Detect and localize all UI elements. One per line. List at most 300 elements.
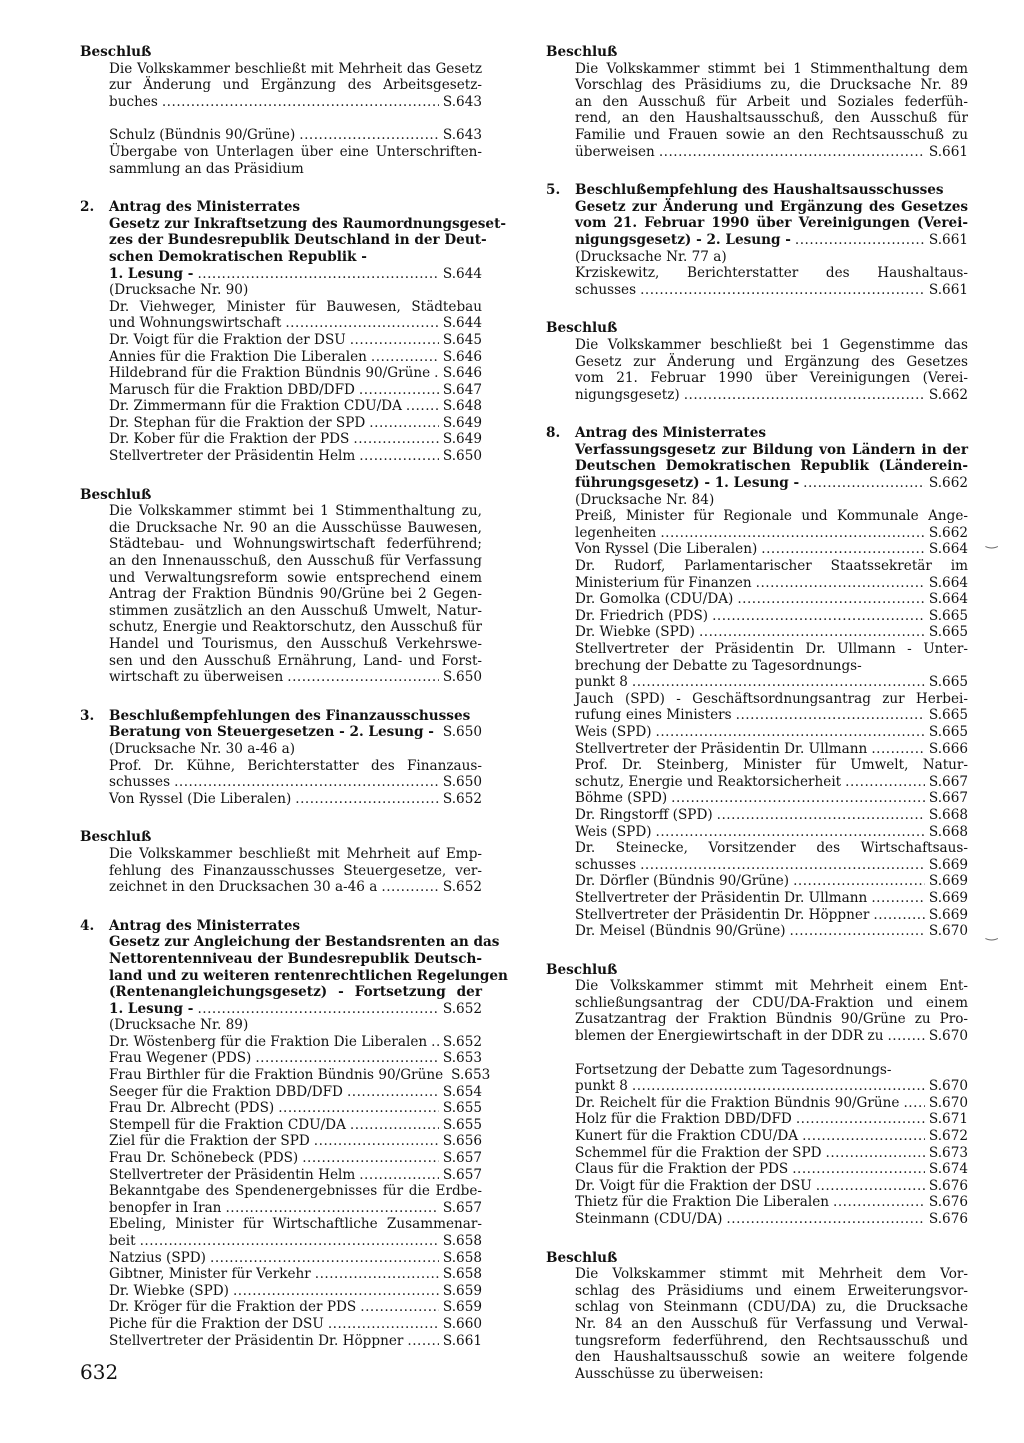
- dot-leader: [407, 1333, 439, 1350]
- speaker-name: und Wohnungswirtschaft: [109, 315, 282, 332]
- toc-entry: [109, 315, 482, 332]
- speaker-name: Schemmel für die Fraktion der SPD: [575, 1144, 822, 1161]
- speaker-name: Natzius (SPD): [109, 1249, 206, 1266]
- entry-page: S.655: [442, 1116, 482, 1133]
- dot-leader: [795, 232, 925, 249]
- entry-page: S.655: [442, 1100, 482, 1117]
- speaker-list: [575, 1078, 968, 1227]
- dot-leader: [845, 774, 925, 791]
- dot-leader: [756, 575, 925, 592]
- toc-entry: [109, 1001, 482, 1018]
- dot-leader: [871, 741, 925, 758]
- entry-page: S.643: [442, 127, 482, 144]
- text-line: Bekanntgabe des Spendenergebnisses für die Erdbe-: [109, 1183, 482, 1200]
- beschluss-section: [80, 829, 482, 895]
- toc-entry: [575, 591, 968, 608]
- dot-leader: [197, 1001, 438, 1018]
- text-line: schutz, Energie und Reaktorschutz, den Ausschuß für: [109, 619, 482, 636]
- text-line: Prof. Dr. Kühne, Berichterstatter des Finanzaus-: [109, 757, 482, 774]
- item-title: zes der Bundesrepublik Deutschland in der Deut-: [109, 232, 487, 249]
- dot-leader: [406, 398, 439, 415]
- text-line: Städtebau- und Wohnungswirtschaft federführend;: [109, 536, 482, 553]
- toc-entry: [575, 1095, 968, 1112]
- toc-entry: [575, 1211, 968, 1228]
- toc-entry: [109, 879, 482, 896]
- page-number: 632: [80, 1360, 119, 1384]
- entry-page: S.649: [442, 431, 482, 448]
- speaker-name: Piche für die Fraktion der DSU: [109, 1315, 324, 1332]
- agenda-item: [546, 182, 968, 298]
- speaker-name: Dr. Voigt für die Fraktion der DSU: [109, 331, 346, 348]
- text-line: fehlung des Finanzausschusses Steuergesetze, ver-: [109, 862, 482, 879]
- beschluss-text: [575, 337, 968, 387]
- speaker-name: Seeger für die Fraktion DBD/DFD: [109, 1083, 343, 1100]
- entry-page: S.644: [442, 315, 482, 332]
- dot-leader: [225, 1200, 438, 1217]
- dot-leader: [278, 1100, 439, 1117]
- dot-leader: [717, 807, 925, 824]
- speaker-name: Stellvertreter der Präsidentin Dr. Höppner: [575, 906, 870, 923]
- text-line: Ebeling, Minister für Wirtschaftliche Zusammenar-: [109, 1216, 482, 1233]
- beschluss-heading: Beschluß: [80, 486, 152, 503]
- dot-leader: [371, 349, 439, 366]
- text-line: Antrag der Fraktion Bündnis 90/Grüne bei 2 Gegen-: [109, 586, 482, 603]
- item-title: Gesetz zur Änderung und Ergänzung des Gesetzes: [575, 198, 968, 215]
- dot-leader: [285, 315, 439, 332]
- entry-page: S.670: [928, 1094, 968, 1111]
- drucksache: (Drucksache Nr. 90): [109, 282, 249, 299]
- text-line: Dr. Rudorf, Parlamentarischer Staatssekretär im: [575, 558, 968, 575]
- item-number: 4.: [80, 917, 95, 934]
- text-line: sammlung an das Präsidium: [109, 160, 304, 177]
- text-line: schlag von Steinmann (CDU/DA) zu, die Drucksache: [575, 1299, 968, 1316]
- text-line: sen und den Ausschuß Ernährung, Land- und Forst-: [109, 652, 482, 669]
- text-line: Dr. Steinecke, Vorsitzender des Wirtschaftsaus-: [575, 840, 968, 857]
- entry-page: S.658: [442, 1233, 482, 1249]
- beschluss-section: [546, 44, 968, 160]
- toc-entry: [109, 448, 482, 465]
- entry-page: S.664: [928, 591, 968, 608]
- dot-leader: [233, 1283, 439, 1300]
- text-line: Die Volkskammer stimmt bei 1 Stimmenthaltung dem: [575, 60, 968, 77]
- item-title: Verfassungsgesetz zur Bildung von Ländern in der: [575, 441, 968, 458]
- dot-leader: [350, 332, 439, 349]
- entry-page: S.657: [442, 1150, 482, 1167]
- speaker-name: Dr. Meisel (Bündnis 90/Grüne): [575, 923, 786, 940]
- speaker-name: Frau Dr. Albrecht (PDS): [109, 1100, 275, 1117]
- drucksache: (Drucksache Nr. 30 a-46 a): [109, 740, 296, 757]
- entry-page: S.676: [928, 1177, 968, 1194]
- speaker-list: [109, 1233, 482, 1349]
- text-line: schlag des Präsidiums und einem Erweiterungsvor-: [575, 1282, 968, 1299]
- item-number: 3.: [80, 707, 95, 724]
- entry-page: S.665: [928, 624, 968, 641]
- speaker-name: Dr. Zimmermann für die Fraktion CDU/DA: [109, 398, 402, 415]
- dot-leader: [174, 774, 439, 791]
- toc-entry: [575, 1161, 968, 1178]
- entry-page: S.648: [442, 398, 482, 415]
- speaker-name: Frau Dr. Schönebeck (PDS): [109, 1150, 299, 1167]
- entry-page: S.668: [928, 823, 968, 840]
- toc-entry: [575, 873, 968, 890]
- entry-page: S.657: [442, 1166, 482, 1183]
- beschluss-text: [575, 61, 968, 144]
- toc-entry: [109, 365, 482, 382]
- beschluss-text: [109, 846, 482, 879]
- entry-page: S.646: [442, 348, 482, 365]
- speaker-name: Stellvertreter der Präsidentin Dr. Höppner: [109, 1332, 404, 1349]
- speaker-name: Dr. Voigt für die Fraktion der DSU: [575, 1177, 812, 1194]
- speaker-name: Marusch für die Fraktion DBD/DFD: [109, 381, 355, 398]
- item-title: Beschlußempfehlung des Haushaltsausschusses: [575, 182, 944, 199]
- toc-entry: [575, 923, 968, 940]
- speaker-list: [575, 674, 968, 691]
- entry-page: S.673: [928, 1144, 968, 1161]
- item-title: schen Demokratischen Republik -: [109, 248, 367, 265]
- entry-page: S.665: [928, 707, 968, 724]
- entry-page: S.656: [442, 1133, 482, 1150]
- toc-entry: [109, 431, 482, 448]
- speaker-name: Ziel für die Fraktion der SPD: [109, 1133, 310, 1150]
- toc-entry: [109, 127, 482, 144]
- speaker-name: Holz für die Fraktion DBD/DFD: [575, 1111, 792, 1128]
- item-number: 8.: [546, 425, 561, 442]
- toc-entry: [109, 1150, 482, 1167]
- speaker-list: [575, 525, 968, 558]
- speaker-name: Böhme (SPD): [575, 790, 668, 807]
- dot-leader: [873, 907, 925, 924]
- entry-page: S.659: [442, 1282, 482, 1299]
- toc-entry: [575, 790, 968, 807]
- speaker-name: beit: [109, 1233, 136, 1249]
- toc-entry: [575, 674, 968, 691]
- text-line: an den Innenausschuß, den Ausschuß für Verfassung: [109, 553, 482, 570]
- entry-page: S.647: [442, 381, 482, 398]
- speaker-name: Dr. Reichelt für die Fraktion Bündnis 90/Grüne: [575, 1094, 900, 1111]
- speaker-name: Weis (SPD): [575, 723, 652, 740]
- toc-entry: [575, 387, 968, 404]
- entry-text: überweisen: [575, 143, 655, 160]
- text-line: Handel und Tourismus, den Ausschuß Verkehrswe-: [109, 636, 482, 652]
- toc-entry: [109, 398, 482, 415]
- toc-entry: [575, 807, 968, 824]
- toc-entry: [109, 349, 482, 366]
- beschluss-text: [109, 503, 482, 669]
- entry-page: S.660: [442, 1315, 482, 1332]
- entry-text: blemen der Energiewirtschaft in der DDR zu: [575, 1028, 884, 1045]
- entry-page: S.670: [928, 923, 968, 940]
- item-title: Nettorentenniveau der Bundesrepublik Deutsch-: [109, 950, 482, 967]
- dot-leader: [360, 1299, 439, 1316]
- text-line: Die Volkskammer beschließt mit Mehrheit das Gesetz: [109, 60, 482, 77]
- toc-entry: [109, 1167, 482, 1184]
- speaker-name: Von Ryssel (Die Liberalen): [109, 790, 292, 807]
- entry-text: zeichnet in den Drucksachen 30 a-46 a: [109, 879, 378, 896]
- beschluss-text: [575, 1266, 968, 1382]
- item-title: vom 21. Februar 1990 über Vereinigungen (Verei-: [575, 215, 968, 232]
- speaker-list: [575, 575, 968, 641]
- beschluss-heading: Beschluß: [546, 1249, 618, 1266]
- agenda-item: [80, 199, 506, 465]
- dot-leader: [871, 890, 925, 907]
- dot-leader: [434, 365, 439, 382]
- entry-page: S.671: [928, 1111, 968, 1128]
- text-line: Die Volkskammer stimmt mit Mehrheit dem Vor-: [575, 1266, 968, 1283]
- entry-page: S.668: [928, 806, 968, 823]
- toc-entry: [109, 1133, 482, 1150]
- entry-page: S.661: [928, 143, 968, 160]
- beschluss-section: [80, 487, 482, 686]
- entry-page: S.664: [928, 541, 968, 558]
- toc-entry: [575, 1111, 968, 1128]
- entry-page: S.665: [928, 674, 968, 691]
- dot-leader: [438, 724, 439, 741]
- text-line: zur Änderung und Ergänzung des Arbeitsgesetz-: [109, 77, 482, 94]
- toc-entry: [575, 1128, 968, 1145]
- dot-leader: [347, 1084, 439, 1101]
- dot-leader: [359, 448, 439, 465]
- toc-entry: [575, 475, 968, 492]
- speaker-name: legenheiten: [575, 524, 657, 541]
- entry-page: S.661: [928, 231, 968, 248]
- toc-entry: [575, 741, 968, 758]
- drucksache: (Drucksache Nr. 77 a): [575, 248, 727, 265]
- toc-entry: [109, 1316, 482, 1333]
- toc-entry: [109, 1266, 482, 1283]
- text-line: Preiß, Minister für Regionale und Kommunale Ange-: [575, 508, 968, 525]
- text-line: schließungsantrag der CDU/DA-Fraktion und einem: [575, 994, 968, 1011]
- agenda-item: [546, 425, 968, 939]
- speaker-list: [575, 774, 968, 840]
- text-line: Die Volkskammer stimmt mit Mehrheit einem Ent-: [575, 978, 968, 995]
- toc-entry: [575, 282, 968, 299]
- beschluss-heading: Beschluß: [546, 320, 618, 337]
- dot-leader: [793, 873, 925, 890]
- entry-page: S.652: [442, 879, 482, 896]
- entry-page: S.662: [928, 524, 968, 541]
- text-line: und Verwaltungsreform sowie entsprechend einem: [109, 569, 482, 586]
- speaker-name: Dr. Ringstorff (SPD): [575, 806, 713, 823]
- text-line: Die Volkskammer beschließt mit Mehrheit auf Emp-: [109, 845, 482, 862]
- speaker-list: [575, 282, 968, 299]
- beschluss-text: [575, 978, 968, 1028]
- entry-page: S.667: [928, 790, 968, 807]
- margin-mark: ‿: [986, 533, 998, 549]
- entry-text: Beratung von Steuergesetzen - 2. Lesung -: [109, 724, 434, 741]
- entry-text: nigungsgesetz) - 2. Lesung -: [575, 231, 791, 248]
- toc-entry: [575, 1078, 968, 1095]
- speaker-name: Hildebrand für die Fraktion Bündnis 90/Grüne: [109, 365, 431, 382]
- entry-page: S.654: [442, 1083, 482, 1100]
- entry-page: S.661: [442, 1332, 482, 1349]
- entry-page: S.653: [442, 1050, 482, 1067]
- dot-leader: [816, 1178, 925, 1195]
- beschluss-body: [109, 61, 482, 178]
- toc-entry: [109, 1050, 482, 1067]
- text-line: Zusatzantrag der Fraktion Bündnis 90/Grüne zu Pro-: [575, 1011, 968, 1028]
- speaker-name: Stempell für die Fraktion CDU/DA: [109, 1116, 346, 1133]
- item-title: Antrag des Ministerrates: [575, 425, 767, 442]
- text-line: Nr. 84 an den Ausschuß für Verfassung und Verwal-: [575, 1315, 968, 1332]
- toc-entry: [109, 1333, 482, 1350]
- text-line: tungsreform federführend, den Rechtsausschuß und: [575, 1332, 968, 1349]
- text-line: rend, an den Haushaltsausschuß, den Ausschuß für: [575, 110, 968, 127]
- dot-leader: [656, 824, 925, 841]
- entry-text: führungsgesetz) - 1. Lesung -: [575, 475, 800, 492]
- entry-page: S.669: [928, 873, 968, 890]
- speaker-list: [109, 315, 482, 464]
- beschluss-heading: Beschluß: [546, 44, 618, 60]
- toc-entry: [575, 1178, 968, 1195]
- entry-page: S.652: [442, 1000, 482, 1017]
- dot-leader: [328, 1316, 439, 1333]
- entry-page: S.650: [442, 669, 482, 686]
- entry-page: S.652: [442, 790, 482, 807]
- text-line: brechung der Debatte zu Tagesordnungs-: [575, 657, 862, 674]
- speaker-name: Dr. Dörfler (Bündnis 90/Grüne): [575, 873, 790, 890]
- dot-leader: [350, 1117, 439, 1134]
- speaker-name: Von Ryssel (Die Liberalen): [575, 541, 758, 558]
- toc-entry: [575, 608, 968, 625]
- speaker-name: Frau Birthler für die Fraktion Bündnis 90/Grüne: [109, 1067, 444, 1084]
- dot-leader: [826, 1145, 925, 1162]
- dot-leader: [632, 674, 925, 691]
- toc-entry: [109, 94, 482, 111]
- toc-entry: [575, 575, 968, 592]
- text-line: Dr. Viehweger, Minister für Bauwesen, Städtebau: [109, 298, 482, 315]
- text-line: den Haushaltsausschuß sowie an weitere folgende: [575, 1349, 968, 1366]
- entry-page: S.657: [442, 1199, 482, 1216]
- toc-entry: [109, 382, 482, 399]
- toc-entry: [109, 1084, 482, 1101]
- agenda-item: [80, 708, 482, 808]
- entry-page: S.662: [928, 386, 968, 403]
- item-title: (Rentenangleichungsgesetz) - Fortsetzung der: [109, 984, 482, 1001]
- entry-page: S.676: [928, 1194, 968, 1211]
- entry-page: S.669: [928, 906, 968, 923]
- dot-leader: [887, 1028, 924, 1045]
- beschluss-heading: Beschluß: [546, 961, 618, 978]
- toc-entry: [575, 1028, 968, 1045]
- entry-page: S.669: [928, 856, 968, 873]
- entry-text: wirtschaft zu überweisen: [109, 669, 284, 686]
- speaker-name: Dr. Wöstenberg für die Fraktion Die Liberalen: [109, 1033, 428, 1050]
- speaker-name: schusses: [109, 774, 171, 791]
- dot-leader: [737, 591, 925, 608]
- dot-leader: [761, 541, 925, 558]
- beschluss-section: [546, 1250, 968, 1383]
- speaker-name: Thietz für die Fraktion Die Liberalen: [575, 1194, 830, 1211]
- toc-entry: [109, 1250, 482, 1267]
- toc-entry: [575, 907, 968, 924]
- entry-page: S.658: [442, 1249, 482, 1266]
- text-line: Jauch (SPD) - Geschäftsordnungsantrag zur Herbei-: [575, 690, 968, 707]
- dot-leader: [632, 1078, 925, 1095]
- speaker-name: Dr. Stephan für die Fraktion der SPD: [109, 414, 366, 431]
- entry-page: S.674: [928, 1161, 968, 1178]
- entry-text: benopfer in Iran: [109, 1199, 222, 1216]
- dot-leader: [162, 94, 439, 111]
- entry-page: S.665: [928, 607, 968, 624]
- toc-entry: [575, 144, 968, 161]
- text-line: Ausschüsse zu überweisen:: [575, 1365, 764, 1382]
- dot-leader: [369, 415, 439, 432]
- speaker-name: rufung eines Ministers: [575, 707, 732, 724]
- toc-entry: [109, 1034, 482, 1051]
- entry-text: Schulz (Bündnis 90/Grüne): [109, 127, 296, 144]
- speaker-name: Frau Wegener (PDS): [109, 1050, 252, 1067]
- item-title: Deutschen Demokratischen Republik (Länderein-: [575, 458, 968, 475]
- toc-entry: [109, 1200, 482, 1217]
- toc-entry: [109, 1283, 482, 1300]
- speaker-name: Dr. Kröger für die Fraktion der PDS: [109, 1299, 357, 1316]
- dot-leader: [796, 1111, 925, 1128]
- beschluss-heading: Beschluß: [80, 829, 152, 846]
- beschluss-section: [80, 44, 482, 177]
- entry-page: S.662: [928, 475, 968, 492]
- toc-entry: [575, 1194, 968, 1211]
- entry-text: nigungsgesetz): [575, 386, 680, 403]
- dot-leader: [140, 1233, 439, 1250]
- entry-page: S.664: [928, 574, 968, 591]
- toc-entry: [109, 415, 482, 432]
- toc-entry: [109, 724, 482, 741]
- drucksache: (Drucksache Nr. 89): [109, 1017, 249, 1034]
- entry-page: S.653: [451, 1067, 491, 1084]
- dot-leader: [359, 1167, 439, 1184]
- speaker-name: Steinmann (CDU/DA): [575, 1211, 723, 1227]
- text-line: Die Volkskammer stimmt bei 1 Stimmenthaltung zu,: [109, 503, 482, 520]
- dot-leader: [656, 724, 925, 741]
- text-line: Krziskewitz, Berichterstatter des Haushaltaus-: [575, 265, 968, 282]
- entry-page: S.659: [442, 1299, 482, 1316]
- entry-page: S.658: [442, 1266, 482, 1283]
- text-line: vom 21. Februar 1990 über Vereinigungen (Verei-: [575, 370, 968, 387]
- toc-entry: [575, 232, 968, 249]
- speaker-name: Kunert für die Fraktion CDU/DA: [575, 1128, 799, 1145]
- entry-page: S.649: [442, 414, 482, 431]
- toc-entry: [575, 774, 968, 791]
- dot-leader: [295, 791, 439, 808]
- entry-page: S.650: [442, 774, 482, 791]
- item-number: 2.: [80, 199, 95, 216]
- text-line: Gesetz zur Änderung und Ergänzung des Gesetzes: [575, 353, 968, 370]
- speaker-list: [109, 774, 482, 807]
- dot-leader: [299, 127, 439, 144]
- right-column: [546, 44, 968, 1382]
- entry-page: S.650: [442, 724, 482, 741]
- text-line: Fortsetzung der Debatte zum Tagesordnungs-: [575, 1061, 892, 1078]
- speaker-list: [575, 707, 968, 757]
- toc-entry: [109, 1299, 482, 1316]
- dot-leader: [302, 1150, 439, 1167]
- item-title: Antrag des Ministerrates: [109, 917, 301, 934]
- entry-page: S.676: [928, 1211, 968, 1227]
- entry-text: 1. Lesung -: [109, 265, 194, 282]
- dot-leader: [287, 669, 439, 686]
- text-line: Familie und Frauen sowie an den Rechtsausschuß zu: [575, 126, 968, 143]
- speaker-name: Stellvertreter der Präsidentin Dr. Ullmann: [575, 889, 868, 906]
- text-line: Stellvertreter der Präsidentin Dr. Ullmann - Unter-: [575, 641, 968, 657]
- entry-page: S.650: [442, 448, 482, 465]
- item-number: 5.: [546, 182, 561, 199]
- dot-leader: [903, 1095, 924, 1112]
- toc-entry: [575, 824, 968, 841]
- dot-leader: [431, 1034, 439, 1051]
- beschluss-section: [546, 962, 968, 1228]
- toc-entry: [109, 1100, 482, 1117]
- toc-entry: [575, 525, 968, 542]
